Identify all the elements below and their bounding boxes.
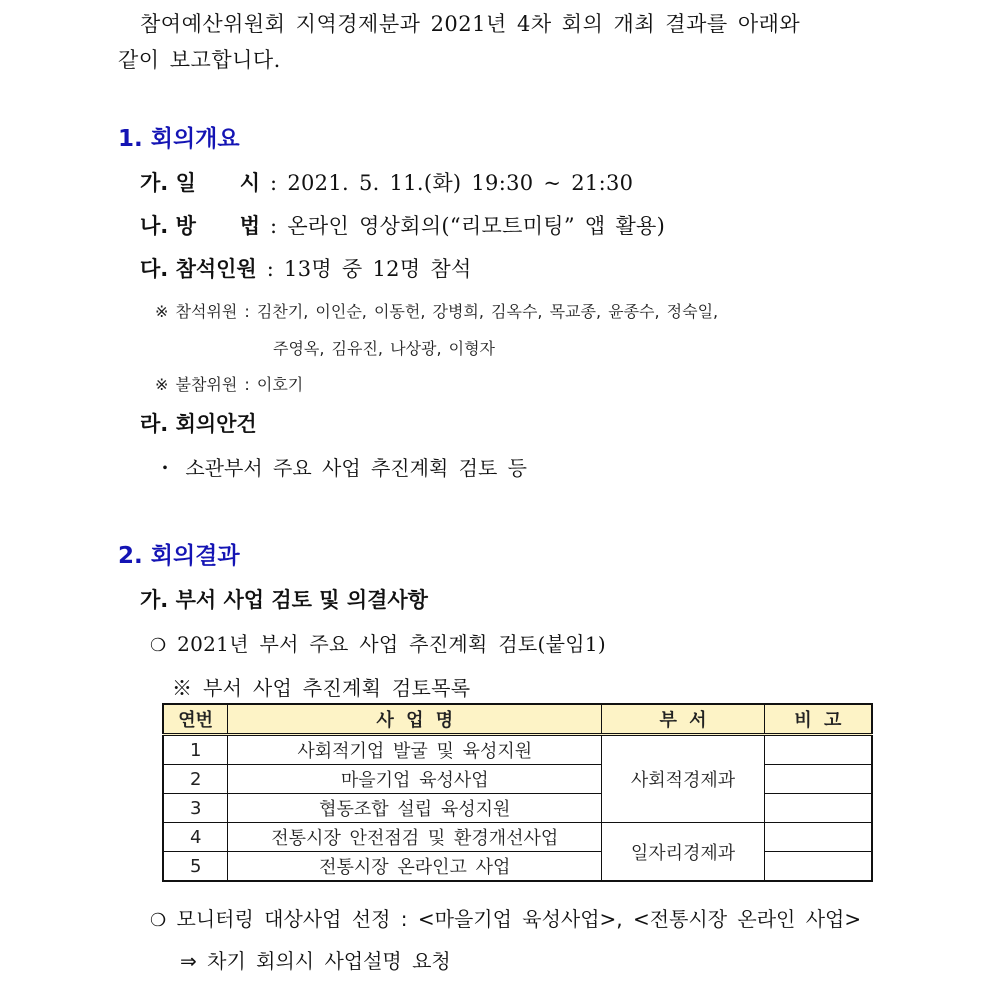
attendance-row <box>140 253 472 283</box>
method-value: 온라인 영상회의(“리모트미팅” 앱 활용) <box>287 214 666 238</box>
row-remarks <box>764 735 872 765</box>
attendees-note <box>155 299 718 322</box>
annual-plan-review-text: 2021년 부서 주요 사업 추진계획 검토(붙임1) <box>177 632 607 656</box>
table-row <box>163 823 872 852</box>
attendees-list-line-2: 주영옥, 김유진, 나상광, 이형자 <box>273 339 495 358</box>
row-no: 4 <box>163 823 228 852</box>
row-no: 2 <box>163 765 228 794</box>
attendance-value: 13명 중 12명 참석 <box>284 257 472 281</box>
row-project-name: 사회적기업 발굴 및 육성지원 <box>228 735 602 765</box>
row-remarks <box>764 823 872 852</box>
row-remarks <box>764 765 872 794</box>
circle-marker-icon: ❍ <box>150 910 167 931</box>
table-row <box>163 852 872 882</box>
absentees-note <box>155 372 303 395</box>
datetime-label: 가. 일 시 <box>140 171 261 195</box>
table-header-row <box>163 704 872 735</box>
review-list-note: ※ 부서 사업 추진계획 검토목록 <box>172 676 471 700</box>
circle-marker-icon: ❍ <box>150 635 167 656</box>
row-remarks <box>764 794 872 823</box>
row-project-name: 전통시장 안전점검 및 환경개선사업 <box>228 823 602 852</box>
bullet-icon: ・ <box>155 456 175 480</box>
absentees-label: ※ 불참위원 : <box>155 375 257 394</box>
row-no: 3 <box>163 794 228 823</box>
meeting-method-row <box>140 210 665 240</box>
datetime-sep: : <box>260 171 288 195</box>
row-department: 사회적경제과 <box>602 735 765 823</box>
header-remarks: 비 고 <box>764 704 872 735</box>
method-sep: : <box>260 214 288 238</box>
row-remarks <box>764 852 872 882</box>
row-project-name: 전통시장 온라인고 사업 <box>228 852 602 882</box>
attendees-list-line-1: 김찬기, 이인순, 이동헌, 강병희, 김옥수, 목교종, 윤종수, 정숙일, <box>256 302 719 321</box>
header-department: 부 서 <box>602 704 765 735</box>
row-no: 1 <box>163 735 228 765</box>
agenda-item <box>155 452 527 481</box>
review-decisions-heading: 가. 부서 사업 검토 및 의결사항 <box>140 588 428 612</box>
implies-arrow-icon: ⇒ <box>180 949 197 973</box>
monitoring-selection-text: 모니터링 대상사업 선정 : <마을기업 육성사업>, <전통시장 온라인 사업> <box>176 907 862 931</box>
agenda-label: 라. 회의안건 <box>140 412 257 436</box>
header-project-name: 사 업 명 <box>228 704 602 735</box>
row-department: 일자리경제과 <box>602 823 765 882</box>
attendance-sep: : <box>256 257 285 281</box>
row-project-name: 마을기업 육성사업 <box>228 765 602 794</box>
intro-line-2: 같이 보고합니다. <box>118 48 281 72</box>
intro-line-1: 참여예산위원회 지역경제분과 2021년 4차 회의 개최 결과를 아래와 <box>140 12 801 36</box>
table-row <box>163 765 872 794</box>
followup-request-text: 차기 회의시 사업설명 요청 <box>207 949 451 973</box>
row-project-name: 협동조합 설립 육성지원 <box>228 794 602 823</box>
attendees-label: ※ 참석위원 : <box>155 302 257 321</box>
table-row <box>163 735 872 765</box>
datetime-value: 2021. 5. 11.(화) 19:30 ~ 21:30 <box>287 171 634 195</box>
method-label: 나. 방 법 <box>140 214 261 238</box>
section-2-title: 2. 회의결과 <box>118 543 240 569</box>
row-no: 5 <box>163 852 228 882</box>
review-list-table <box>162 703 873 882</box>
absentees-value: 이호기 <box>256 375 304 394</box>
section-1-title: 1. 회의개요 <box>118 126 240 152</box>
attendance-label: 다. 참석인원 <box>140 257 257 281</box>
agenda-item-text: 소관부서 주요 사업 추진계획 검토 등 <box>185 456 527 480</box>
followup-request <box>180 945 451 974</box>
monitoring-selection-item <box>150 903 861 932</box>
table-row <box>163 794 872 823</box>
meeting-datetime-row <box>140 167 633 197</box>
annual-plan-review-item <box>150 628 606 657</box>
header-no: 연번 <box>163 704 228 735</box>
